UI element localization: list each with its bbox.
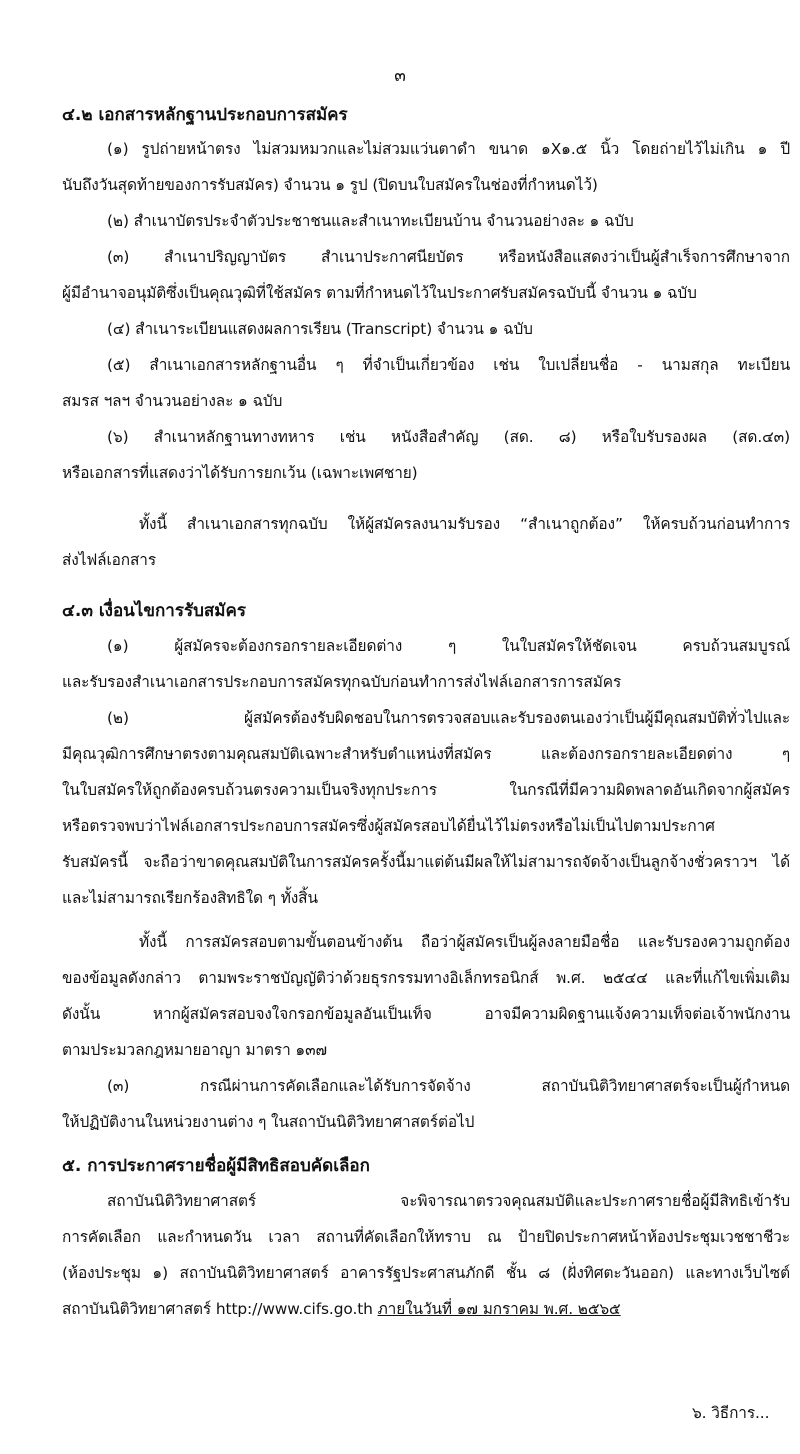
paragraph-line: มีคุณวุฒิการศึกษาตรงตามคุณสมบัติเฉพาะสำหรับตำแหน่งที่สมัคร และต้องกรอกรายละเอียดต่าง ๆ xyxy=(62,745,790,763)
section-heading-5: ๕. การประกาศรายชื่อผู้มีสิทธิสอบคัดเลือก xyxy=(62,1156,370,1176)
paragraph-line: หรือตรวจพบว่าไฟล์เอกสารประกอบการสมัครซึ่งผู้สมัครสอบได้ยื่นไว้ไม่ตรงหรือไม่เป็นไปตามประกาศ xyxy=(62,817,715,835)
paragraph-line: นับถึงวันสุดท้ายของการรับสมัคร) จำนวน ๑ รูป (ปิดบนใบสมัครในช่องที่กำหนดไว้) xyxy=(62,176,598,194)
paragraph-line: (๑) ผู้สมัครจะต้องกรอกรายละเอียดต่าง ๆ ในใบสมัครให้ชัดเจน ครบถ้วนสมบูรณ์ xyxy=(107,637,790,655)
paragraph-line: ในใบสมัครให้ถูกต้องครบถ้วนตรงความเป็นจริงทุกประการ ในกรณีที่มีความผิดพลาดอันเกิดจากผู้สมัคร xyxy=(62,781,790,799)
paragraph-line: (๓) กรณีผ่านการคัดเลือกและได้รับการจัดจ้าง สถาบันนิติวิทยาศาสตร์จะเป็นผู้กำหนด xyxy=(107,1077,790,1095)
continuation-marker: ๖. วิธีการ... xyxy=(692,1404,770,1422)
paragraph-line: ของข้อมูลดังกล่าว ตามพระราชบัญญัติว่าด้วยธุรกรรมทางอิเล็กทรอนิกส์ พ.ศ. ๒๕๔๔ และที่แก้ไขเพิ่มเติม xyxy=(62,969,790,987)
paragraph-line: ตามประมวลกฎหมายอาญา มาตรา ๑๓๗ xyxy=(62,1041,327,1059)
paragraph-line: (๕) สำเนาเอกสารหลักฐานอื่น ๆ ที่จำเป็นเกี่ยวข้อง เช่น ใบเปลี่ยนชื่อ - นามสกุล ทะเบียน xyxy=(107,356,790,374)
deadline-date: ภายในวันที่ ๑๗ มกราคม พ.ศ. ๒๕๖๕ xyxy=(377,1300,621,1318)
paragraph-line: (๑) รูปถ่ายหน้าตรง ไม่สวมหมวกและไม่สวมแว่นตาดำ ขนาด ๑X๑.๕ นิ้ว โดยถ่ายไว้ไม่เกิน ๑ ปี xyxy=(107,140,790,158)
paragraph-line: ผู้มีอำนาจอนุมัติซึ่งเป็นคุณวุฒิที่ใช้สมัคร ตามที่กำหนดไว้ในประกาศรับสมัครฉบับนี้ จำนวน ๑ ฉบับ xyxy=(62,284,697,302)
paragraph-line: (๖) สำเนาหลักฐานทางทหาร เช่น หนังสือสำคัญ (สด. ๘) หรือใบรับรองผล (สด.๔๓) xyxy=(107,428,790,446)
paragraph-line: ส่งไฟล์เอกสาร xyxy=(62,551,157,569)
paragraph-line: สมรส ฯลฯ จำนวนอย่างละ ๑ ฉบับ xyxy=(62,392,283,410)
paragraph-line: และไม่สามารถเรียกร้องสิทธิใด ๆ ทั้งสิ้น xyxy=(62,889,318,907)
paragraph-line xyxy=(62,1296,621,1321)
paragraph-line: สถาบันนิติวิทยาศาสตร์ จะพิจารณาตรวจคุณสมบัติและประกาศรายชื่อผู้มีสิทธิเข้ารับ xyxy=(107,1192,790,1210)
paragraph-line: (๔) สำเนาระเบียนแสดงผลการเรียน (Transcript) จำนวน ๑ ฉบับ xyxy=(107,320,533,338)
paragraph-line: (๒) ผู้สมัครต้องรับผิดชอบในการตรวจสอบและรับรองตนเองว่าเป็นผู้มีคุณสมบัติทั่วไปและ xyxy=(107,709,790,727)
paragraph-line: (๓) สำเนาปริญญาบัตร สำเนาประกาศนียบัตร หรือหนังสือแสดงว่าเป็นผู้สำเร็จการศึกษาจาก xyxy=(107,248,790,266)
section-heading-4-2: ๔.๒ เอกสารหลักฐานประกอบการสมัคร xyxy=(62,105,348,125)
paragraph-line: ให้ปฏิบัติงานในหน่วยงานต่าง ๆ ในสถาบันนิติวิทยาศาสตร์ต่อไป xyxy=(62,1113,475,1131)
paragraph-line: รับสมัครนี้ จะถือว่าขาดคุณสมบัติในการสมัครครั้งนี้มาแต่ต้นมีผลให้ไม่สามารถจัดจ้างเป็นลูกจ้างชั่วคราวฯ ได้ xyxy=(62,853,790,871)
paragraph-line: ทั้งนี้ การสมัครสอบตามขั้นตอนข้างต้น ถือว่าผู้สมัครเป็นผู้ลงลายมือชื่อ และรับรองความถูกต้อง xyxy=(139,933,790,951)
paragraph-line: การคัดเลือก และกำหนดวัน เวลา สถานที่คัดเลือกให้ทราบ ณ ป้ายปิดประกาศหน้าห้องประชุมเวชชาชีวะ xyxy=(62,1228,790,1246)
paragraph-line: (ห้องประชุม ๑) สถาบันนิติวิทยาศาสตร์ อาคารรัฐประศาสนภักดี ชั้น ๘ (ฝั่งทิศตะวันออก) และทางเว็บไซต์ xyxy=(62,1264,790,1282)
paragraph-line: และรับรองสำเนาเอกสารประกอบการสมัครทุกฉบับก่อนทำการส่งไฟล์เอกสารการสมัคร xyxy=(62,673,622,691)
section-heading-4-3: ๔.๓ เงื่อนไขการรับสมัคร xyxy=(62,601,246,621)
paragraph-line: ดังนั้น หากผู้สมัครสอบจงใจกรอกข้อมูลอันเป็นเท็จ อาจมีความผิดฐานแจ้งความเท็จต่อเจ้าพนักงาน xyxy=(62,1005,790,1023)
page-number: ๓ xyxy=(394,66,406,86)
paragraph-line: ทั้งนี้ สำเนาเอกสารทุกฉบับ ให้ผู้สมัครลงนามรับรอง “สำเนาถูกต้อง” ให้ครบถ้วนก่อนทำการ xyxy=(139,515,790,533)
paragraph-line: หรือเอกสารที่แสดงว่าได้รับการยกเว้น (เฉพาะเพศชาย) xyxy=(62,464,418,482)
website-text: สถาบันนิติวิทยาศาสตร์ http://www.cifs.go.th xyxy=(62,1300,378,1318)
paragraph-line: (๒) สำเนาบัตรประจำตัวประชาชนและสำเนาทะเบียนบ้าน จำนวนอย่างละ ๑ ฉบับ xyxy=(107,212,634,230)
